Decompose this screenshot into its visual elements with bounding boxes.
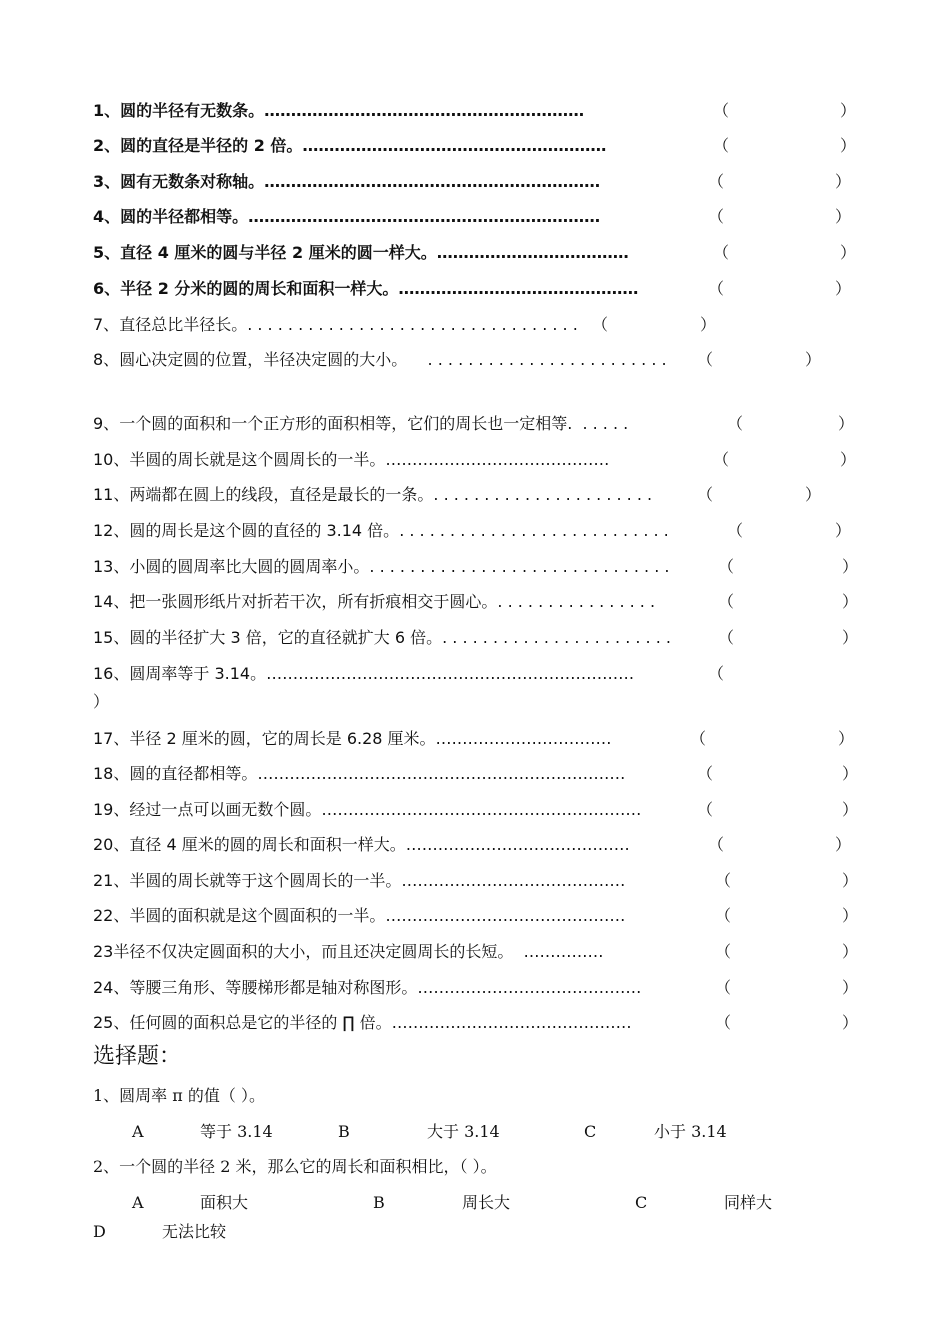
answer-open-paren: （	[718, 557, 735, 576]
option-text: 等于 3.14	[200, 1122, 273, 1141]
option-letter: B	[338, 1122, 350, 1141]
judgment-item: 7、直径总比半径长。. . . . . . . . . . . . . . . . . . . . . . . . . . . . . . . . .	[93, 315, 578, 334]
answer-close-paren: ）	[840, 450, 857, 469]
answer-open-paren: （	[592, 315, 609, 334]
answer-close-paren: ）	[835, 172, 852, 191]
answer-open-paren: （	[713, 450, 730, 469]
judgment-item: 21、半圆的周长就等于这个圆周长的一半。……………………………………	[93, 871, 626, 890]
answer-close-paren: ）	[805, 485, 822, 504]
judgment-item: 1、圆的半径有无数条。……………………………………………………	[93, 101, 585, 120]
answer-open-paren: （	[718, 592, 735, 611]
judgment-item: 25、任何圆的面积总是它的半径的 ∏ 倍。………………………………………	[93, 1013, 632, 1032]
judgment-item: 18、圆的直径都相等。……………………………………………………………	[93, 764, 626, 783]
answer-open-paren: （	[715, 978, 732, 997]
judgment-item: 13、小圆的圆周率比大圆的圆周率小。. . . . . . . . . . . . . . . . . . . . . . . . . . . . . .	[93, 557, 670, 576]
judgment-item: 6、半径 2 分米的圆的周长和面积一样大。………………………………………	[93, 279, 639, 298]
option-text: 周长大	[462, 1193, 511, 1212]
judgment-item: 4、圆的半径都相等。…………………………………………………………	[93, 207, 601, 226]
judgment-item: 14、把一张圆形纸片对折若干次，所有折痕相交于圆心。. . . . . . . . . . . . . . . .	[93, 592, 656, 611]
option-text: 小于 3.14	[654, 1122, 727, 1141]
answer-open-paren: （	[718, 628, 735, 647]
judgment-item: 3、圆有无数条对称轴。………………………………………………………	[93, 172, 601, 191]
answer-close-paren: ）	[835, 207, 852, 226]
answer-close-paren: ）	[840, 243, 857, 262]
answer-open-paren: （	[697, 764, 714, 783]
answer-open-paren: （	[713, 243, 730, 262]
answer-close-paren: ）	[842, 871, 859, 890]
judgment-item: 17、半径 2 厘米的圆，它的周长是 6.28 厘米。……………………………	[93, 729, 612, 748]
answer-close-paren: ）	[840, 101, 857, 120]
option-text: 大于 3.14	[427, 1122, 500, 1141]
option-text: 无法比较	[162, 1222, 227, 1241]
answer-open-paren: （	[708, 664, 725, 683]
answer-close-paren: ）	[842, 1013, 859, 1032]
answer-open-paren: （	[708, 279, 725, 298]
option-letter: C	[635, 1193, 648, 1212]
answer-open-paren: （	[715, 942, 732, 961]
option-letter: C	[584, 1122, 597, 1141]
judgment-item: 2、圆的直径是半径的 2 倍。…………………………………………………	[93, 136, 607, 155]
judgment-item: 23半径不仅决定圆面积的大小，而且还决定圆周长的长短。 ……………	[93, 942, 604, 961]
option-letter: D	[93, 1222, 106, 1241]
choice-question: 2、一个圆的半径 2 米，那么它的周长和面积相比，（ ）。	[93, 1157, 497, 1176]
judgment-item: 8、圆心决定圆的位置，半径决定圆的大小。 . . . . . . . . . . . . . . . . . . . . . . . .	[93, 350, 667, 369]
answer-close-paren: ）	[842, 764, 859, 783]
answer-open-paren: （	[697, 350, 714, 369]
answer-close-paren: ）	[805, 350, 822, 369]
option-letter: A	[132, 1193, 144, 1212]
answer-close-paren: ）	[842, 628, 859, 647]
choice-question: 1、圆周率 π 的值（ ）。	[93, 1086, 265, 1105]
judgment-item: 19、经过一点可以画无数个圆。……………………………………………………	[93, 800, 642, 819]
answer-open-paren: （	[727, 414, 744, 433]
option-text: 面积大	[200, 1193, 249, 1212]
answer-close-paren: ）	[842, 592, 859, 611]
answer-close-paren: ）	[842, 942, 859, 961]
answer-open-paren: （	[713, 101, 730, 120]
option-letter: B	[373, 1193, 385, 1212]
judgment-item: 24、等腰三角形、等腰梯形都是轴对称图形。……………………………………	[93, 978, 642, 997]
answer-open-paren: （	[708, 835, 725, 854]
option-text: 同样大	[724, 1193, 773, 1212]
answer-close-paren: ）	[93, 692, 110, 711]
answer-close-paren: ）	[700, 315, 717, 334]
answer-open-paren: （	[715, 1013, 732, 1032]
answer-open-paren: （	[697, 485, 714, 504]
judgment-item: 10、半圆的周长就是这个圆周长的一半。……………………………………	[93, 450, 610, 469]
answer-close-paren: ）	[842, 906, 859, 925]
answer-close-paren: ）	[842, 557, 859, 576]
answer-open-paren: （	[715, 906, 732, 925]
judgment-item: 16、圆周率等于 3.14。……………………………………………………………	[93, 664, 635, 683]
answer-close-paren: ）	[838, 729, 855, 748]
answer-open-paren: （	[690, 729, 707, 748]
answer-open-paren: （	[727, 521, 744, 540]
option-letter: A	[132, 1122, 144, 1141]
judgment-item: 11、两端都在圆上的线段，直径是最长的一条。. . . . . . . . . . . . . . . . . . . . . .	[93, 485, 653, 504]
answer-open-paren: （	[708, 207, 725, 226]
answer-close-paren: ）	[842, 800, 859, 819]
judgment-item: 5、直径 4 厘米的圆与半径 2 厘米的圆一样大。………………………………	[93, 243, 629, 262]
judgment-item: 15、圆的半径扩大 3 倍，它的直径就扩大 6 倍。. . . . . . . . . . . . . . . . . . . . . . .	[93, 628, 671, 647]
judgment-item: 20、直径 4 厘米的圆的周长和面积一样大。……………………………………	[93, 835, 630, 854]
answer-open-paren: （	[713, 136, 730, 155]
answer-close-paren: ）	[835, 521, 852, 540]
answer-open-paren: （	[708, 172, 725, 191]
answer-open-paren: （	[715, 871, 732, 890]
choice-heading: 选择题：	[93, 1044, 182, 1069]
judgment-item: 9、一个圆的面积和一个正方形的面积相等，它们的周长也一定相等. . . . . .	[93, 414, 629, 433]
answer-close-paren: ）	[838, 414, 855, 433]
answer-close-paren: ）	[840, 136, 857, 155]
judgment-item: 12、圆的周长是这个圆的直径的 3.14 倍。. . . . . . . . . . . . . . . . . . . . . . . . . . .	[93, 521, 669, 540]
judgment-item: 22、半圆的面积就是这个圆面积的一半。………………………………………	[93, 906, 626, 925]
answer-open-paren: （	[697, 800, 714, 819]
answer-close-paren: ）	[842, 978, 859, 997]
answer-close-paren: ）	[835, 835, 852, 854]
answer-close-paren: ）	[835, 279, 852, 298]
